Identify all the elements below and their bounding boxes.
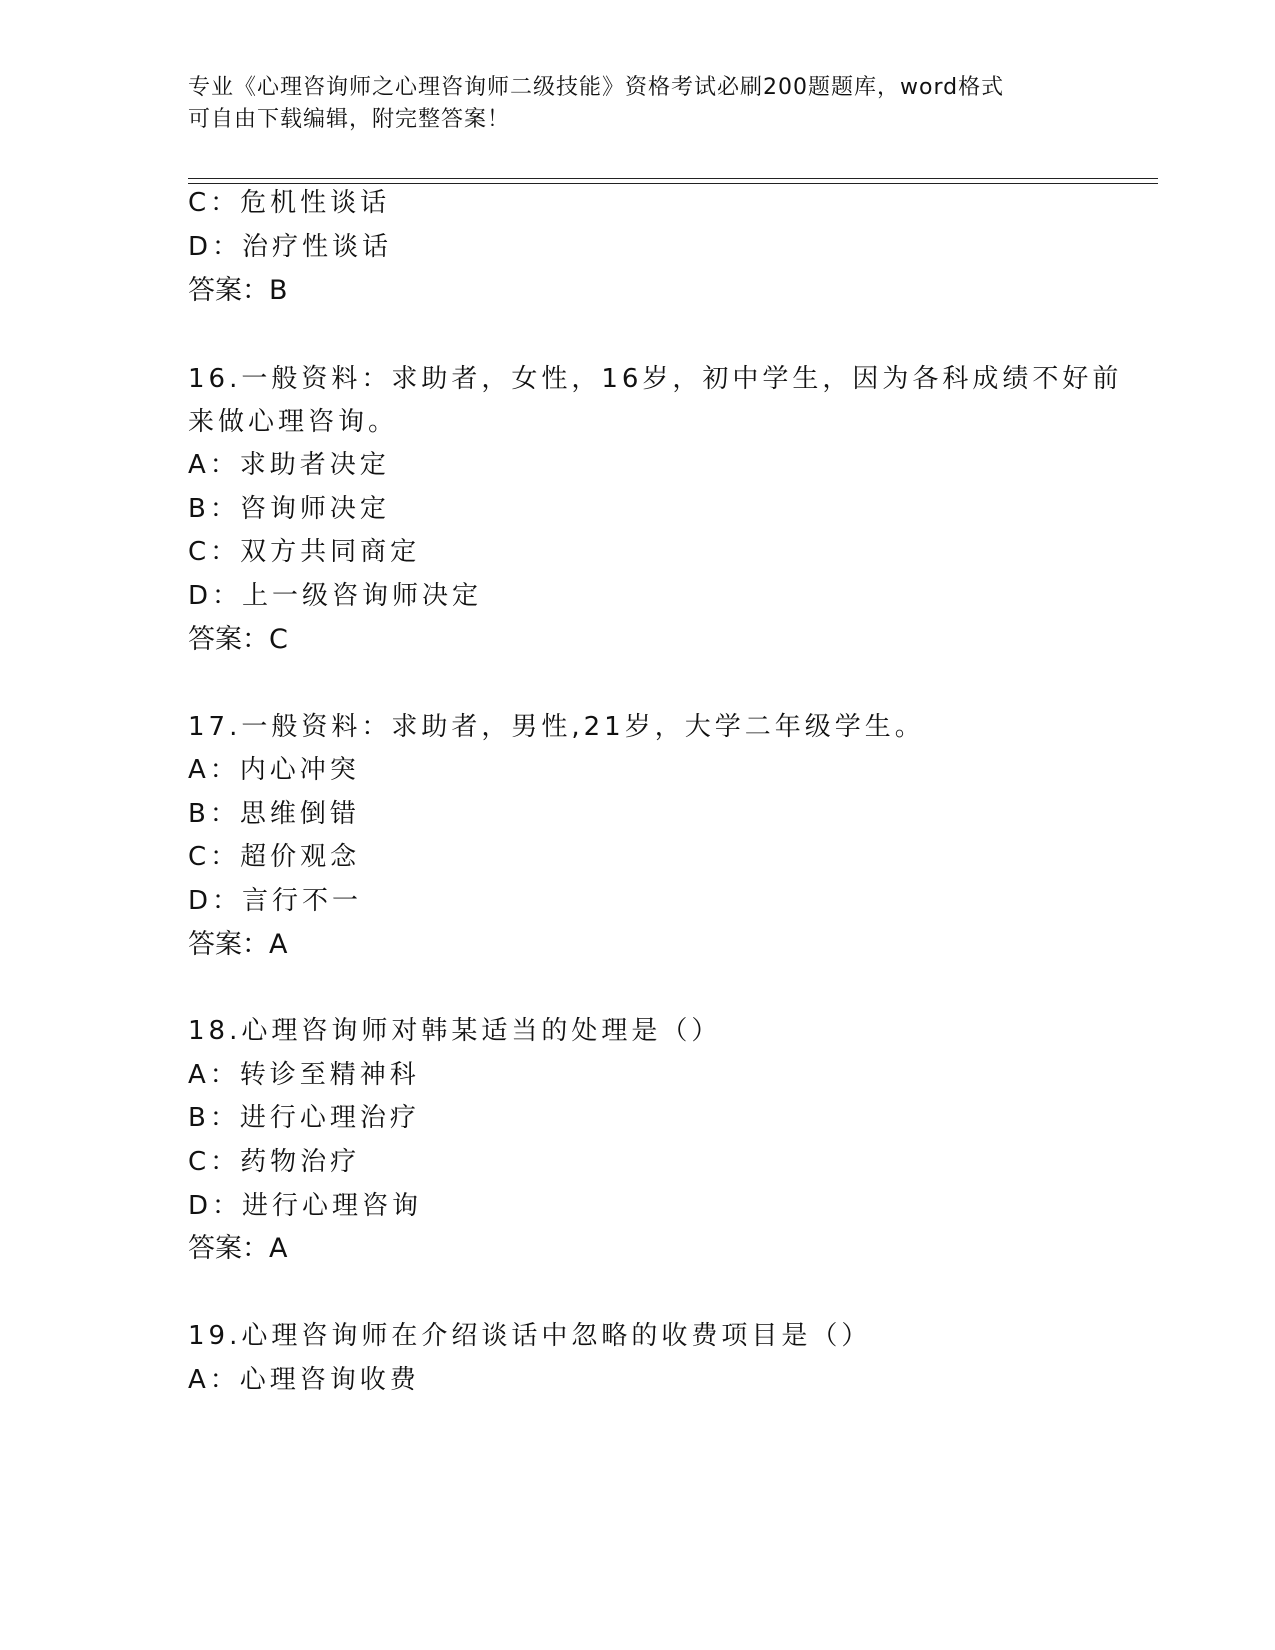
q17-option-b: B：思维倒错 [188, 799, 360, 829]
q16-option-d: D：上一级咨询师决定 [188, 581, 483, 611]
q18-option-b: B：进行心理治疗 [188, 1103, 420, 1133]
q16-stem-line-2: 来做心理咨询。 [188, 407, 399, 437]
q17-option-d: D：言行不一 [188, 886, 363, 916]
q19-option-a: A：心理咨询收费 [188, 1365, 420, 1395]
q16-option-c: C：双方共同商定 [188, 537, 421, 567]
q18-answer: 答案：A [188, 1233, 288, 1264]
q17-stem-line-1: 17.一般资料：求助者，男性,21岁，大学二年级学生。 [188, 712, 925, 742]
q16-stem-line-1: 16.一般资料：求助者，女性，16岁，初中学生，因为各科成绩不好前 [188, 364, 1123, 394]
q17-option-c: C：超价观念 [188, 842, 361, 872]
q18-option-d: D：进行心理咨询 [188, 1191, 423, 1221]
q17-answer: 答案：A [188, 929, 288, 960]
q15-option-c: C：危机性谈话 [188, 188, 391, 218]
q16-answer: 答案：C [188, 624, 288, 655]
header-line-1: 专业《心理咨询师之心理咨询师二级技能》资格考试必刷200题题库，word格式 [188, 75, 1005, 100]
header-divider-bottom [188, 183, 1158, 184]
header-divider-top [188, 178, 1158, 179]
q19-stem-line-1: 19.心理咨询师在介绍谈话中忽略的收费项目是（） [188, 1321, 872, 1351]
q15-option-d: D：治疗性谈话 [188, 232, 393, 262]
document-header [188, 72, 1088, 136]
q18-stem-line-1: 18.心理咨询师对韩某适当的处理是（） [188, 1016, 722, 1046]
q18-option-a: A：转诊至精神科 [188, 1060, 420, 1090]
q18-option-c: C：药物治疗 [188, 1147, 361, 1177]
q17-option-a: A：内心冲突 [188, 755, 360, 785]
q16-option-a: A：求助者决定 [188, 450, 390, 480]
header-line-2: 可自由下载编辑，附完整答案！ [188, 107, 511, 132]
q15-answer: 答案：B [188, 275, 288, 306]
q16-option-b: B：咨询师决定 [188, 494, 390, 524]
